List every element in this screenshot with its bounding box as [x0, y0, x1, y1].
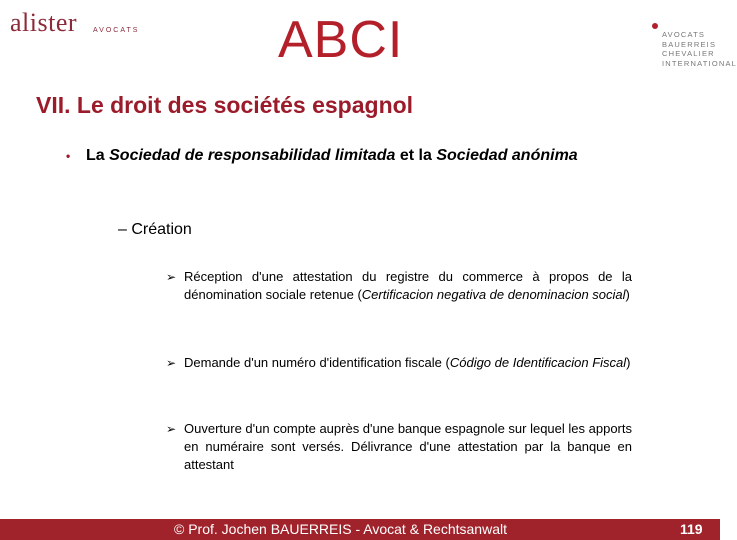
sub-item-2-text: [166, 354, 632, 372]
alister-logo: [10, 8, 140, 38]
footer-bar: [0, 519, 720, 540]
alister-logo-sub: AVOCATS: [93, 27, 140, 34]
alister-logo-name: alister: [10, 8, 78, 37]
sub-item-3-text: [166, 420, 632, 474]
footer-copyright: © Prof. Jochen BAUERREIS - Avocat & Rechtsanwalt: [174, 521, 507, 537]
arrow-icon: ➢: [166, 270, 177, 284]
abci-line-2: BAUERREIS: [662, 39, 717, 49]
sub-item-2-italic: Código de Identificacion Fiscal: [449, 355, 627, 370]
main-bullet-text: [70, 146, 650, 166]
sub-item-1-text: [166, 268, 632, 304]
bullet-italic-2: Sociedad anónima: [436, 147, 578, 164]
sub-item-3: [166, 420, 632, 474]
slide-title: VII. Le droit des sociétés espagnol: [36, 92, 414, 118]
sub-item-2: [166, 354, 632, 372]
abci-line-3: CHEVALIER: [662, 49, 715, 58]
sub-item-3-main: Ouverture d'un compte auprès d'une banque espagnole sur lequel les apports en numéraire sont versés. Délivrance d'une attestation par la banque en attestant: [184, 421, 632, 472]
page-number: 119: [680, 521, 703, 537]
dash-item: – Création: [118, 221, 192, 238]
bullet-mid: et la: [395, 147, 437, 164]
sub-item-2-main: Demande d'un numéro d'identification fiscale (: [184, 355, 450, 370]
bullet-prefix: La: [86, 147, 110, 164]
abci-logo-sub: [662, 30, 737, 68]
main-bullet: [66, 146, 650, 166]
sub-item-1-main: Réception d'une attestation du registre du commerce à propos de la dénomination sociale retenue (: [184, 269, 632, 302]
bullet-italic-1: Sociedad de responsabilidad limitada: [109, 147, 396, 164]
bullet-dot-icon: •: [66, 149, 71, 163]
arrow-icon: ➢: [166, 356, 177, 370]
abci-logo-name: ABCI: [278, 11, 404, 69]
abci-logo: [278, 11, 737, 69]
abci-line-4: INTERNATIONAL: [662, 58, 737, 68]
abci-logo-dot: [652, 23, 658, 29]
abci-line-1: AVOCATS: [662, 30, 706, 39]
arrow-icon: ➢: [166, 422, 177, 436]
sub-item-1: [166, 268, 632, 304]
sub-item-1-end: ): [625, 287, 630, 302]
sub-item-1-italic: Certificacion negativa de denominacion social: [361, 287, 626, 302]
sub-item-2-end: ): [626, 355, 631, 370]
